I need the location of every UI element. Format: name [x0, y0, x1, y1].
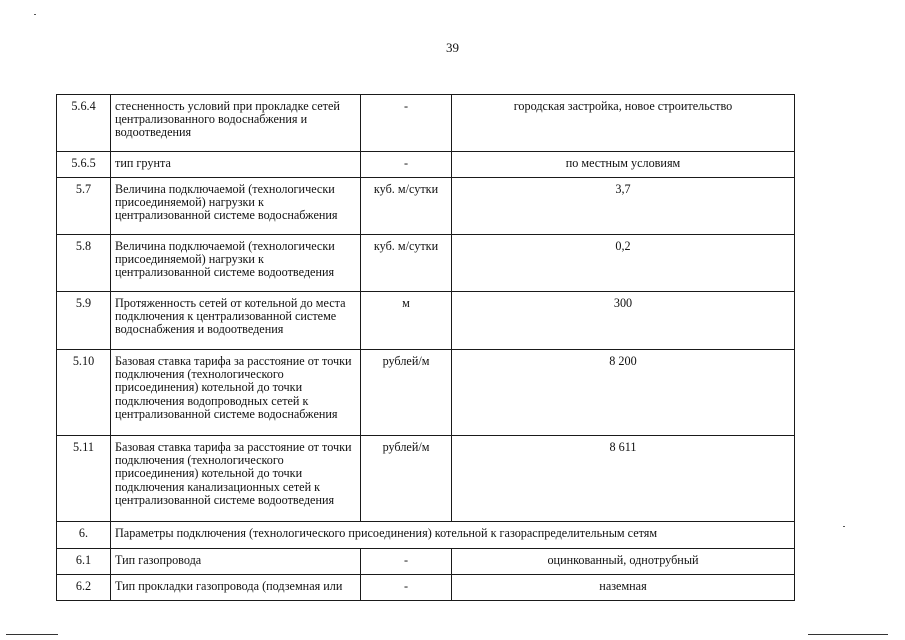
unit-of-measure: - [361, 549, 452, 575]
row-number: 5.9 [57, 292, 111, 350]
row-number: 5.6.5 [57, 152, 111, 178]
table-row [57, 178, 795, 235]
table-row [57, 95, 795, 152]
parameter-value: городская застройка, новое строительство [452, 95, 795, 152]
section-row [57, 522, 795, 549]
table-row [57, 436, 795, 522]
parameter-name: Тип прокладки газопровода (подземная или [111, 575, 361, 601]
unit-of-measure: - [361, 575, 452, 601]
page-edge-line [808, 634, 888, 635]
table-row [57, 350, 795, 436]
parameter-name: Величина подключаемой (технологически присоединяемой) нагрузки к централизованной системе водоснабжения [111, 178, 361, 235]
unit-of-measure: рублей/м [361, 350, 452, 436]
parameter-name: Величина подключаемой (технологически присоединяемой) нагрузки к централизованной системе водоотведения [111, 235, 361, 292]
parameter-value: по местным условиям [452, 152, 795, 178]
parameter-value: 8 611 [452, 436, 795, 522]
table-row [57, 549, 795, 575]
parameter-name: Тип газопровода [111, 549, 361, 575]
row-number: 5.8 [57, 235, 111, 292]
row-number: 5.10 [57, 350, 111, 436]
scan-mark [843, 526, 845, 527]
parameter-name: Протяженность сетей от котельной до места подключения к централизованной системе водоснабжения и водоотведения [111, 292, 361, 350]
row-number: 5.7 [57, 178, 111, 235]
unit-of-measure: куб. м/сутки [361, 235, 452, 292]
unit-of-measure: куб. м/сутки [361, 178, 452, 235]
unit-of-measure: - [361, 152, 452, 178]
row-number: 6.2 [57, 575, 111, 601]
table-row [57, 292, 795, 350]
scan-mark [34, 14, 36, 15]
table-row [57, 152, 795, 178]
section-number: 6. [57, 522, 111, 549]
parameter-value: 0,2 [452, 235, 795, 292]
table-row [57, 575, 795, 601]
parameter-value: наземная [452, 575, 795, 601]
parameter-name: стесненность условий при прокладке сетей централизованного водоснабжения и водоотведения [111, 95, 361, 152]
row-number: 5.11 [57, 436, 111, 522]
parameter-value: оцинкованный, однотрубный [452, 549, 795, 575]
page-edge-line [6, 634, 58, 635]
section-title: Параметры подключения (технологического присоединения) котельной к газораспределительным сетям [111, 522, 795, 549]
unit-of-measure: м [361, 292, 452, 350]
unit-of-measure: - [361, 95, 452, 152]
row-number: 6.1 [57, 549, 111, 575]
parameter-value: 300 [452, 292, 795, 350]
parameters-table [56, 94, 795, 601]
unit-of-measure: рублей/м [361, 436, 452, 522]
parameter-name: Базовая ставка тарифа за расстояние от точки подключения (технологического присоединения) котельной до точки подключения водопроводных сетей к централизованной системе водоснабжения [111, 350, 361, 436]
parameter-value: 3,7 [452, 178, 795, 235]
table-row [57, 235, 795, 292]
parameter-name: тип грунта [111, 152, 361, 178]
row-number: 5.6.4 [57, 95, 111, 152]
page-number: 39 [446, 40, 459, 55]
parameter-value: 8 200 [452, 350, 795, 436]
parameter-name: Базовая ставка тарифа за расстояние от точки подключения (технологического присоединения) котельной до точки подключения канализационных сетей к централизованной системе водоотведения [111, 436, 361, 522]
